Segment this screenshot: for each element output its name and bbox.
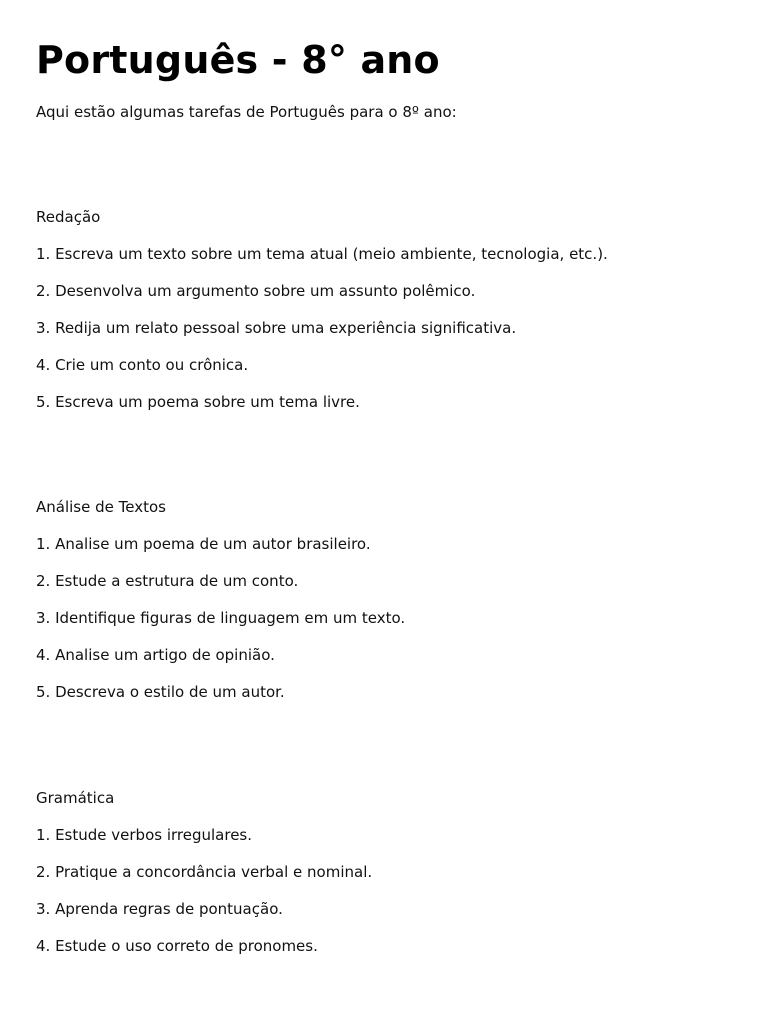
page-title: Português - 8° ano: [36, 38, 440, 82]
task-item: 4. Crie um conto ou crônica.: [36, 356, 249, 374]
task-list: [36, 533, 736, 703]
task-item: 1. Escreva um texto sobre um tema atual (meio ambiente, tecnologia, etc.).: [36, 245, 608, 263]
intro-text: Aqui estão algumas tarefas de Português para o 8º ano:: [36, 103, 457, 121]
task-item: 4. Analise um artigo de opinião.: [36, 646, 275, 664]
task-item: 5. Escreva um poema sobre um tema livre.: [36, 393, 360, 411]
section-gramatica: [36, 787, 736, 957]
section-analise-de-textos: [36, 496, 736, 703]
task-list: [36, 243, 736, 413]
task-item: 1. Analise um poema de um autor brasileiro.: [36, 535, 371, 553]
section-heading: Gramática: [36, 789, 115, 807]
task-item: 2. Desenvolva um argumento sobre um assunto polêmico.: [36, 282, 476, 300]
section-heading: Redação: [36, 208, 101, 226]
task-item: 5. Descreva o estilo de um autor.: [36, 683, 285, 701]
task-list: [36, 824, 736, 957]
task-item: 4. Estude o uso correto de pronomes.: [36, 937, 318, 955]
task-item: 3. Identifique figuras de linguagem em um texto.: [36, 609, 406, 627]
task-item: 3. Aprenda regras de pontuação.: [36, 900, 283, 918]
task-item: 2. Estude a estrutura de um conto.: [36, 572, 299, 590]
task-item: 1. Estude verbos irregulares.: [36, 826, 253, 844]
task-item: 3. Redija um relato pessoal sobre uma experiência significativa.: [36, 319, 517, 337]
task-item: 2. Pratique a concordância verbal e nominal.: [36, 863, 373, 881]
section-redacao: [36, 206, 736, 413]
section-heading: Análise de Textos: [36, 498, 166, 516]
